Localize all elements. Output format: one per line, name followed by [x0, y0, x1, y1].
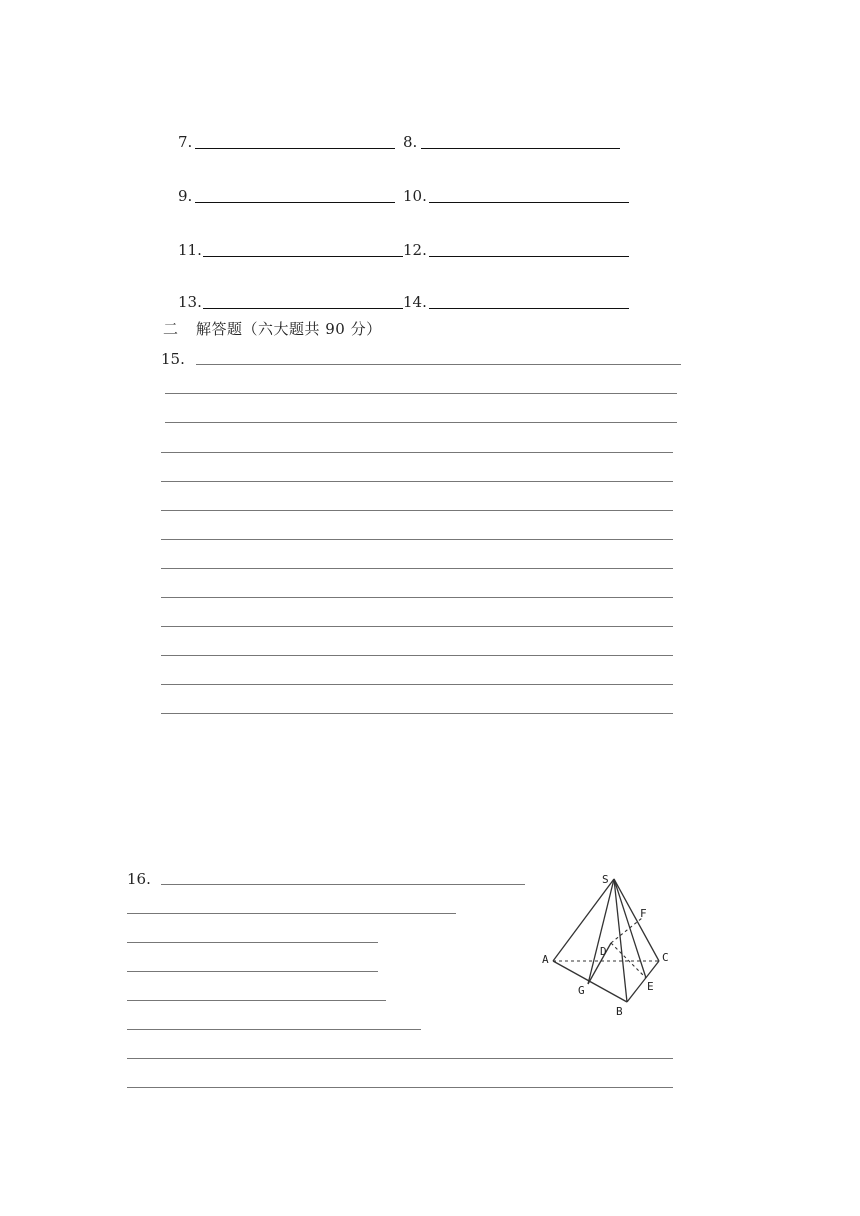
- answer-line[interactable]: [165, 393, 677, 394]
- segment-SG: [588, 879, 614, 984]
- answer-line[interactable]: [127, 942, 378, 943]
- section-two-number: 二: [163, 320, 179, 338]
- question-16-number: 16.: [127, 870, 151, 888]
- vertex-label-E: E: [647, 980, 654, 993]
- answer-line[interactable]: [161, 884, 525, 885]
- vertex-label-S: S: [602, 873, 609, 886]
- answer-line[interactable]: [161, 539, 673, 540]
- answer-blank-9[interactable]: [195, 202, 395, 203]
- answer-line[interactable]: [161, 597, 673, 598]
- answer-line[interactable]: [127, 1087, 673, 1088]
- item-11-label: 11.: [178, 241, 202, 259]
- answer-line[interactable]: [196, 364, 681, 365]
- item-13-label: 13.: [178, 293, 202, 311]
- answer-blank-13[interactable]: [203, 308, 403, 309]
- answer-line[interactable]: [161, 481, 673, 482]
- item-9-label: 9.: [178, 187, 193, 205]
- vertex-label-G: G: [578, 984, 585, 997]
- answer-blank-8[interactable]: [421, 148, 620, 149]
- answer-line[interactable]: [161, 626, 673, 627]
- answer-line[interactable]: [161, 568, 673, 569]
- answer-line[interactable]: [127, 1029, 421, 1030]
- vertex-label-C: C: [662, 951, 669, 964]
- answer-line[interactable]: [165, 422, 677, 423]
- item-10-label: 10.: [403, 187, 427, 205]
- answer-line[interactable]: [161, 713, 673, 714]
- answer-blank-7[interactable]: [195, 148, 395, 149]
- vertex-label-B: B: [616, 1005, 623, 1018]
- answer-line[interactable]: [127, 1058, 673, 1059]
- answer-line[interactable]: [161, 684, 673, 685]
- answer-blank-12[interactable]: [429, 256, 629, 257]
- answer-line[interactable]: [161, 510, 673, 511]
- item-12-label: 12.: [403, 241, 427, 259]
- answer-line[interactable]: [127, 1000, 386, 1001]
- vertex-label-F: F: [640, 907, 647, 920]
- item-8-label: 8.: [403, 133, 418, 151]
- answer-line[interactable]: [127, 971, 378, 972]
- question-15-number: 15.: [161, 350, 185, 368]
- answer-blank-10[interactable]: [429, 202, 629, 203]
- answer-blank-11[interactable]: [203, 256, 403, 257]
- pyramid-figure: [530, 866, 680, 1026]
- answer-line[interactable]: [161, 655, 673, 656]
- answer-blank-14[interactable]: [429, 308, 629, 309]
- item-14-label: 14.: [403, 293, 427, 311]
- vertex-label-A: A: [542, 953, 549, 966]
- vertex-label-D: D: [600, 945, 607, 958]
- answer-line[interactable]: [127, 913, 456, 914]
- item-7-label: 7.: [178, 133, 193, 151]
- answer-line[interactable]: [161, 452, 673, 453]
- section-two-heading: 解答题（六大题共 90 分）: [196, 320, 382, 338]
